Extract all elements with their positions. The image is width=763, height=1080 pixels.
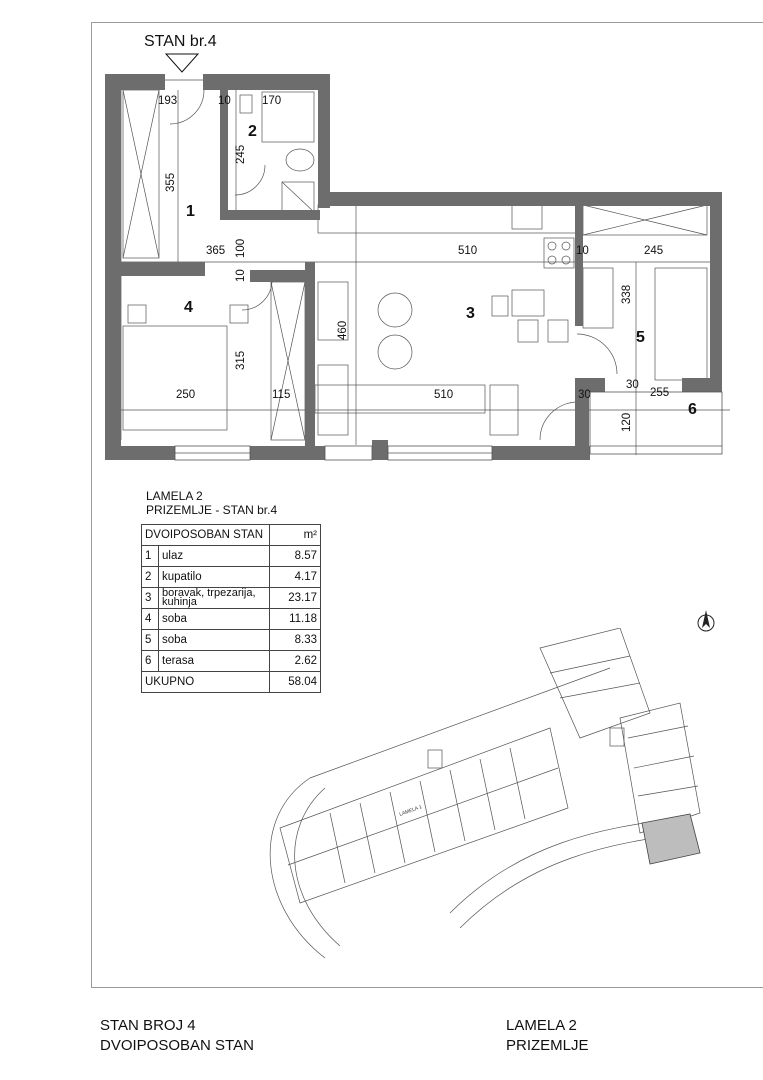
legend-building: LAMELA 2: [146, 489, 203, 503]
dim-label: 255: [650, 387, 670, 399]
dim-label: 510: [434, 389, 454, 401]
footer-floor: PRIZEMLJE: [506, 1037, 589, 1054]
dim-label: 10: [218, 95, 231, 107]
table-row: 2 kupatilo 4.17: [142, 567, 321, 588]
dim-label: 115: [272, 389, 291, 401]
site-lamela-label: LAMELA 1: [398, 804, 423, 818]
table-header-row: [142, 525, 321, 546]
room-number-1: 1: [186, 203, 195, 220]
room-number-2: 2: [248, 123, 257, 140]
dim-label: 250: [176, 389, 196, 401]
table-row: 6 terasa 2.62: [142, 651, 321, 672]
dim-label: 120: [621, 412, 633, 432]
room-number-3: 3: [466, 305, 475, 322]
dim-label: 10: [235, 269, 247, 282]
dim-label: 245: [644, 245, 664, 257]
room-number-4: 4: [184, 299, 193, 316]
table-row: 4 soba 11.18: [142, 609, 321, 630]
dim-label: 100: [235, 238, 247, 258]
dim-label: 10: [576, 245, 589, 257]
legend-floor: PRIZEMLJE - STAN br.4: [146, 503, 278, 517]
dim-label: 245: [235, 144, 247, 164]
footer-apartment-number: STAN BROJ 4: [100, 1017, 196, 1034]
dim-label: 365: [206, 245, 226, 257]
table-row: 3 boravak, trpezarija, kuhinja 23.17: [142, 588, 321, 609]
table-row: 1 ulaz 8.57: [142, 546, 321, 567]
table-total-row: UKUPNO 58.04: [142, 672, 321, 693]
table-header-unit: m²: [270, 525, 321, 546]
footer-lamela: LAMELA 2: [506, 1017, 577, 1034]
footer-right: [506, 1016, 589, 1056]
dim-label: 460: [337, 320, 349, 340]
dim-label: 315: [235, 350, 247, 370]
site-plan: [250, 628, 720, 973]
room-number-5: 5: [636, 329, 645, 346]
room-number-6: 6: [688, 401, 697, 418]
dim-label: 510: [458, 245, 478, 257]
dim-label: 30: [626, 379, 639, 391]
dim-label: 30: [578, 389, 591, 401]
dim-label: 170: [262, 95, 282, 107]
footer-left: [100, 1016, 254, 1056]
table-row: 5 soba 8.33: [142, 630, 321, 651]
table-header-type: DVOIPOSOBAN STAN: [142, 525, 270, 546]
apartment-marker: STAN br.4: [144, 33, 217, 50]
floor-plan: [0, 0, 763, 470]
dim-label: 338: [621, 284, 633, 304]
dim-label: 355: [165, 172, 177, 192]
dim-label: 193: [158, 95, 178, 107]
highlighted-apartment: [642, 814, 700, 864]
footer-apartment-type: DVOIPOSOBAN STAN: [100, 1037, 254, 1054]
